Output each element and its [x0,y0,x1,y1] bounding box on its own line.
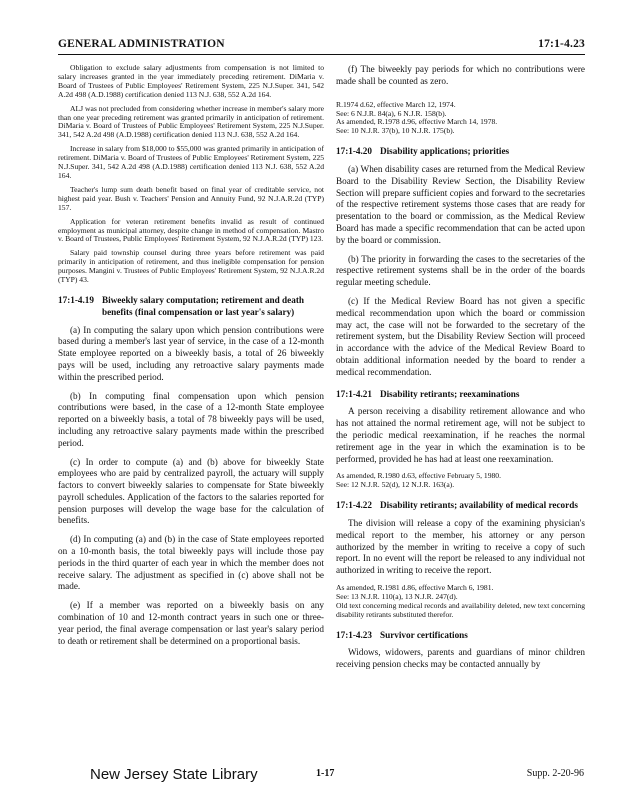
history-note: See: 12 N.J.R. 52(d), 12 N.J.R. 163(a). [336,480,455,490]
section-heading-4-22 [336,500,585,512]
section-paragraph: (a) In computing the salary upon which pension contributions were based during a member's last year of service, in the case of a 12-month State employee reported on a biweekly basis, a total of 26 biweekly pays will be used, including any retroactive salary payments made within the prescribed period. [58,324,324,382]
section-paragraph: Widows, widowers, parents and guardians of minor children receiving pension checks may be contacted annually by [336,647,585,670]
section-paragraph: The division will release a copy of the examining physician's medical report to the member, his attorney or any person authorized by the member in writing to receive a copy of such report. In no event will the report be released to any individual not authorized in writing to receive the report. [336,517,585,576]
history-note: As amended, R.1980 d.63, effective February 5, 1980. [336,471,501,481]
section-title: Disability applications; priorities [379,146,510,157]
case-note: Salary paid township counsel during three years before retirement was paid primarily in anticipation of retirement, and thus ineligible compensation for pension purposes. Mangini v. Trustees of Public Employees' Retirement System, 92 N.J.A.R.2d (TYP) 43. [58,248,324,285]
section-paragraph: (c) If the Medical Review Board has not given a specific medical recommendation upon which the board or commission may act, the case will not be forwarded to the secretary of the retirement system, but the Disability Review Section will proceed in accordance with the advice of the Medical Review Board to obtain additional information needed by the board to render a medical recommendation. [336,295,585,377]
section-number: 17:1-4.20 [336,146,372,157]
section-heading-4-20 [336,146,585,158]
section-number: 17:1-4.21 [336,388,372,399]
history-note: See: 6 N.J.R. 84(a), 6 N.J.R. 158(b). [336,108,447,118]
right-column [336,64,585,678]
section-paragraph: (a) When disability cases are returned from the Medical Review Board to the Disability Review Section, the Disability Review Section will prepare sufficient copies and forward to the secretaries of the respective retirement systems those cases that are ready for presentation to the board or commission, as the Medical Review Board has made a specific recommendation that can be acted upon by the board or commission. [336,164,585,245]
history-note: As amended, R.1981 d.86, effective March 6, 1981. [336,582,494,592]
section-paragraph: (d) In computing (a) and (b) in the case of State employees reported on a 10-month basis, the total biweekly pays will include those pay periods in the third quarter of each year in which the member does not receive salary. The adjustment as specified in (c) above shall not be made. [58,534,324,592]
header-title: GENERAL ADMINISTRATION [58,38,225,50]
page-footer [0,766,619,786]
section-heading-4-21 [336,389,585,401]
case-note: ALJ was not precluded from considering whether increase in member's salary more than one year preceding retirement was granted primarily in anticipation of retirement. DiMaria v. Board of Trustees of Public Employees' Retirement System, 225 N.J.Super. 341, 542 A.2d 498 (A.D.1988) certification denied 113 N.J. 638, 552 A.2d 164. [58,103,324,140]
header-section-range: 17:1-4.23 [538,38,585,50]
section-title: Disability retirants; reexaminations [379,388,520,399]
section-paragraph: (e) If a member was reported on a biweekly basis on any combination of 10 and 12-month contract years in such one or three-year period, the final average compensation or last year's salary period to death or retirement shall be determined on a proportional basis. [58,600,324,646]
case-note: Increase in salary from $18,000 to $55,000 was granted primarily in anticipation of retirement. DiMaria v. Board of Trustees of Public Employees' Retirement System, 225 N.J.Super. 341, 542 A.2d 498 (A.D.1988) certification denied 113 N.J. 638, 552 A.2d 164. [58,144,324,180]
library-stamp: New Jersey State Library [90,766,258,783]
section-paragraph: A person receiving a disability retirement allowance and who has not attained the normal retirement age, will not be subject to the periodic medical reexamination, if he reaches the normal retirement age in the year in which the examination is to be performed, provided he has had at least one reexamination. [336,406,585,464]
section-paragraph: (b) In computing final compensation upon which pension contributions were based, in the case of a 12-month State employee reported on a biweekly basis, a total of 78 biweekly pays will be used, including any retroactive salary payments made within the prescribed period. [58,390,324,448]
case-note: Teacher's lump sum death benefit based on final year of creditable service, not highest paid year. Bush v. Teachers' Pension and Annuity Fund, 92 N.J.A.R.2d (TYP) 157. [58,184,324,212]
history-note: See: 13 N.J.R. 110(a), 13 N.J.R. 247(d). [336,591,458,601]
left-column [58,64,324,654]
section-title: Disability retirants; availability of medical records [379,500,578,511]
section-heading-4-23 [336,630,585,642]
history-note: Old text concerning medical records and availability deleted, new text concerning disability retirants substituted therefor. [336,600,585,619]
history-note: R.1974 d.62, effective March 12, 1974. [336,99,456,109]
section-number: 17:1-4.23 [336,629,372,640]
section-number: 17:1-4.22 [336,500,372,511]
section-paragraph: (b) The priority in forwarding the cases to the secretaries of the respective retirement systems shall be in the order of the boards regular meeting schedule. [336,253,585,288]
section-number: 17:1-4.19 [58,294,94,305]
section-heading-4-19 [58,295,324,319]
section-paragraph: (c) In order to compute (a) and (b) above for biweekly State employees who are paid by centralized payroll, the actuary will supply factors to convert biweekly salaries to compensate for State biweekly payroll schedules. Application of the factors to the salaries reported for pension purposes will develop the wage base for the calculation of benefits. [58,456,324,526]
section-paragraph: (f) The biweekly pay periods for which no contributions were made shall be counted as zero. [336,64,585,86]
case-note: Application for veteran retirement benefits invalid as result of continued employment as municipal attorney, despite change in method of compensation. Mastro v. Board of Trustees, Public Employees' Retirement System, 92 N.J.A.R.2d (TYP) 123. [58,216,324,244]
section-title: Survivor certifications [379,629,468,640]
history-note: As amended, R.1978 d.96, effective March 14, 1978. [336,117,498,127]
history-note: See: 10 N.J.R. 37(b), 10 N.J.R. 175(b). [336,126,455,136]
section-title: Biweekly salary computation; retirement and death benefits (final compensation or last year's salary) [101,294,305,317]
page-number: 1-17 [316,768,335,779]
header-rule [58,54,585,55]
supplement-date: Supp. 2-20-96 [526,768,584,779]
case-note: Obligation to exclude salary adjustments from compensation is not limited to salary increases granted in the year immediately preceding retirement. DiMaria v. Board of Trustees of Public Employees' Retirement System, 225 N.J.Super. 341, 542 A.2d 498 (A.D.1988) certification denied 113 N.J. 638, 552 A.2d 164. [58,63,324,99]
running-header [58,38,585,52]
